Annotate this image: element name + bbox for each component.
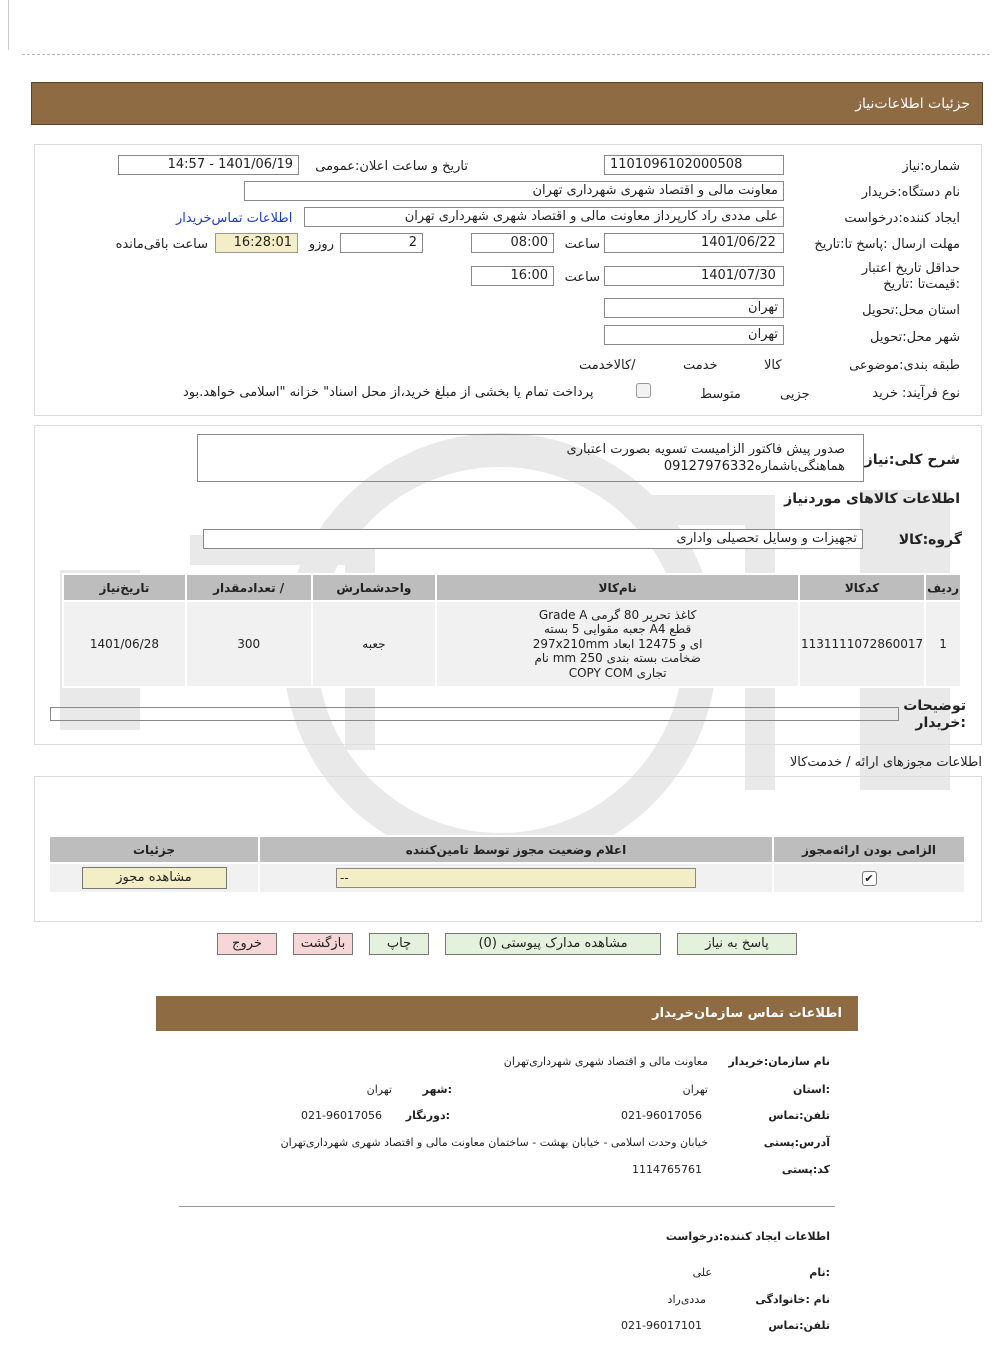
col-permit-required: الزامی بودن ارائه‌مجوز xyxy=(773,836,965,863)
contact-phone-label: تلفن:تماس xyxy=(768,1109,830,1122)
contact-city-value: تهران xyxy=(366,1083,392,1096)
summary-line-1: صدور پیش فاکتور الزامیست تسویه بصورت اعتباری xyxy=(566,442,845,457)
creator-phone-value: 021-96017101 xyxy=(621,1319,702,1332)
col-goods-name: نام‌کالا xyxy=(436,574,799,601)
contact-province-value: تهران xyxy=(682,1083,708,1096)
contact-province-label: :استان xyxy=(793,1083,830,1096)
validity-date-field: 1401/07/30 xyxy=(604,266,784,286)
creator-family-value: مددی‌راد xyxy=(667,1293,706,1306)
contact-buyer-link[interactable]: اطلاعات تماس‌خریدار xyxy=(176,211,293,226)
buyer-org-label: نام دستگاه:خریدار xyxy=(861,185,960,200)
creator-name-label: :نام xyxy=(809,1266,830,1279)
province-field: تهران xyxy=(604,298,784,318)
row-index-cell: 1 xyxy=(925,601,961,687)
goods-table xyxy=(62,573,962,688)
permit-required-checkbox[interactable]: ✔ xyxy=(862,871,877,886)
goods-name-line: ضخامت بسته بندی 250 mm نام xyxy=(534,651,701,666)
creator-info-title: اطلاعات ایجاد کننده:درخواست xyxy=(665,1230,830,1243)
col-unit: واحدشمارش xyxy=(312,574,437,601)
process-partial-label: جزیی xyxy=(780,387,810,402)
category-goods-label: کالا xyxy=(764,358,782,373)
print-button[interactable]: چاپ xyxy=(369,933,429,955)
creator-label: ایجاد کننده:درخواست xyxy=(844,211,960,226)
category-both-label: /کالاخدمت xyxy=(579,358,636,373)
treasury-payment-checkbox[interactable] xyxy=(636,383,651,398)
top-divider xyxy=(22,54,990,55)
announce-field: 1401/06/19 - 14:57 xyxy=(118,155,299,175)
contact-fax-label: :دورنگار xyxy=(405,1109,450,1122)
creator-name-value: علی xyxy=(692,1266,712,1279)
creator-phone-label: تلفن:تماس xyxy=(768,1319,830,1332)
days-field: 2 xyxy=(340,233,423,253)
category-service-label: خدمت xyxy=(683,358,718,373)
buyer-notes-field xyxy=(50,707,899,721)
goods-name-line: کاغذ تحریر 80 گرمی Grade A xyxy=(538,607,697,622)
goods-name-line: قطع A4 جعبه مقوایی 5 بسته xyxy=(544,622,692,637)
col-permit-status: اعلام وضعیت مجوز توسط تامین‌کننده xyxy=(259,836,773,863)
contact-header-bar xyxy=(156,996,858,1031)
city-label: شهر محل:تحویل xyxy=(870,330,960,345)
announce-label: تاریخ و ساعت اعلان:عمومی xyxy=(315,159,468,174)
validity-label: حداقل تاریخ اعتبار :قیمت‌تا :تاریخ xyxy=(861,261,960,292)
goods-name-line: ای و 12475 ابعاد 297x210mm xyxy=(532,636,703,651)
summary-box xyxy=(197,434,864,482)
goods-name-line: تجاری COPY COM xyxy=(568,665,667,680)
permit-details-cell xyxy=(49,863,259,893)
page-title: جزئیات اطلاعات‌نیاز xyxy=(855,96,970,112)
validity-time-label: ساعت xyxy=(564,270,600,285)
org-value: معاونت مالی و اقتصاد شهری شهرداری‌تهران xyxy=(503,1055,708,1068)
quantity-cell: 300 xyxy=(186,601,312,687)
category-label: طبقه بندی:موضوعی xyxy=(849,358,960,373)
goods-info-heading: اطلاعات کالاهای موردنیاز xyxy=(784,491,960,507)
table-row xyxy=(49,863,965,893)
exit-button[interactable]: خروج xyxy=(217,933,277,955)
summary-label: شرح کلی:نیاز xyxy=(864,452,960,468)
buyer-org-field: معاونت مالی و اقتصاد شهری شهرداری تهران xyxy=(244,181,784,201)
remaining-label: ساعت باقی‌مانده xyxy=(115,237,208,252)
left-edge xyxy=(8,0,9,50)
deadline-date-field: 1401/06/22 xyxy=(604,233,784,253)
remaining-time-field: 16:28:01 xyxy=(215,233,298,253)
need-date-cell: 1401/06/28 xyxy=(63,601,186,687)
org-label: نام سازمان:خریدار xyxy=(728,1055,830,1068)
col-permit-details: جزئیات xyxy=(49,836,259,863)
col-goods-code: کدکالا xyxy=(799,574,925,601)
col-need-date: تاریخ‌نیاز xyxy=(63,574,186,601)
summary-line-2: هماهنگی‌باشماره09127976332 xyxy=(663,459,845,474)
permit-status-cell xyxy=(259,863,773,893)
goods-group-label: گروه:کالا xyxy=(898,532,962,548)
permits-title: اطلاعات مجوزهای ارائه / خدمت‌کالا xyxy=(789,755,982,770)
creator-field: علی مددی راد کارپرداز معاونت مالی و اقتصاد شهری شهرداری تهران xyxy=(304,207,784,227)
days-label: روزو xyxy=(308,237,334,252)
province-label: استان محل:تحویل xyxy=(862,303,960,318)
table-row xyxy=(63,601,961,687)
reply-to-need-button[interactable]: پاسخ به نیاز xyxy=(677,933,797,955)
deadline-label: مهلت ارسال :پاسخ تا:تاریخ xyxy=(814,237,960,252)
contact-postal-value: 1114765761 xyxy=(632,1163,702,1176)
contact-fax-value: 021-96017056 xyxy=(301,1109,382,1122)
permit-status-field: -- xyxy=(336,868,696,888)
creator-family-label: نام :خانوادگی xyxy=(755,1293,830,1306)
deadline-time-label: ساعت xyxy=(564,237,600,252)
buyer-notes-label: توضیحات :خریدار xyxy=(903,698,966,731)
goods-table-header xyxy=(63,574,961,601)
need-number-field: 1101096102000508 xyxy=(604,155,784,175)
col-quantity: / تعدادمقدار xyxy=(186,574,312,601)
deadline-time-field: 08:00 xyxy=(471,233,554,253)
unit-cell: جعبه xyxy=(312,601,437,687)
col-row-index: ردیف xyxy=(925,574,961,601)
contact-address-value: خیابان وحدت اسلامی - خیابان بهشت - ساختمان معاونت مالی و اقتصاد شهری شهرداری‌تهران xyxy=(280,1136,708,1149)
goods-name-cell xyxy=(436,601,799,687)
process-label: نوع فرآیند: خرید xyxy=(872,386,960,401)
view-attachments-button[interactable]: مشاهده مدارک پیوستی (0) xyxy=(445,933,661,955)
permits-table-header xyxy=(49,836,965,863)
contact-address-label: آدرس:پستی xyxy=(763,1136,830,1149)
contact-divider xyxy=(179,1206,835,1207)
permit-required-cell xyxy=(773,863,965,893)
contact-postal-label: کد:پستی xyxy=(781,1163,830,1176)
contact-title: اطلاعات تماس سازمان‌خریدار xyxy=(652,1006,842,1021)
treasury-payment-note: پرداخت تمام یا بخشی از مبلغ خرید،از محل اسناد" خزانه "اسلامی خواهد.بود xyxy=(183,385,594,400)
permits-table xyxy=(48,835,966,894)
goods-code-cell: 1131111072860017 xyxy=(799,601,925,687)
city-field: تهران xyxy=(604,325,784,345)
contact-phone-value: 021-96017056 xyxy=(621,1109,702,1122)
process-medium-label: متوسط xyxy=(700,387,741,402)
page-header-bar xyxy=(31,82,983,125)
validity-time-field: 16:00 xyxy=(471,266,554,286)
back-button[interactable]: بازگشت xyxy=(293,933,353,955)
view-permit-button[interactable]: مشاهده مجوز xyxy=(82,867,227,889)
contact-city-label: :شهر xyxy=(422,1083,452,1096)
goods-group-field: تجهیزات و وسایل تحصیلی واداری xyxy=(203,529,863,549)
need-number-label: شماره:نیاز xyxy=(902,159,960,174)
